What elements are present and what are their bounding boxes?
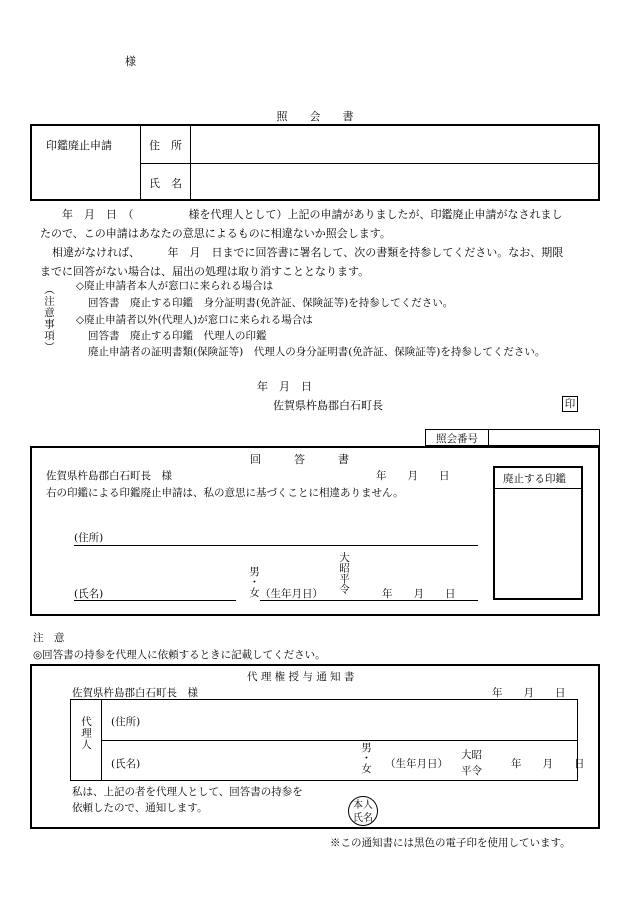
- agent-era-1: 大昭: [461, 749, 482, 761]
- principal-seal-circle: [348, 796, 378, 826]
- agent-era-2: 平令: [461, 765, 482, 777]
- principal-label: 本人: [353, 800, 373, 811]
- footnote: ※この通知書には黒色の電子印を使用しています。: [330, 837, 571, 849]
- reply-eras: 大昭平令: [338, 552, 350, 594]
- inquiry-title: 照 会 書: [240, 108, 390, 126]
- note1-title: ◇廃止申請者本人が窓口に来られる場合は: [76, 280, 274, 292]
- note1-body: 回答書 廃止する印鑑 身分証明書(免許証、保険証等)を持参してください。: [88, 297, 454, 309]
- inquiry-date: 年 月 日: [257, 380, 312, 393]
- seal-to-abolish-box: [493, 466, 583, 600]
- proxy-date: 年 月 日: [492, 687, 566, 699]
- notice-heading: 注 意: [33, 632, 65, 644]
- reply-birth-label: （生年月日）: [260, 588, 323, 600]
- reference-number-box: [425, 429, 600, 446]
- note2-body1: 回答書 廃止する印鑑 代理人の印鑑: [88, 330, 267, 342]
- notes-label: （注意事項）: [43, 284, 55, 353]
- seal-mark: 印: [562, 396, 578, 412]
- agent-label: 代理人: [80, 716, 92, 751]
- proxy-statement-2: 依頼したので、通知します。: [72, 802, 208, 814]
- reply-address-label: (住所): [74, 532, 104, 544]
- reply-title: 回 答 書: [250, 453, 349, 466]
- reference-number-label: 照会番号: [436, 433, 478, 445]
- notice-instruction: ◎回答書の持参を代理人に依頼するときに記載してください。: [33, 649, 326, 661]
- proxy-addressee: 佐賀県杵島郡白石町長 様: [72, 687, 198, 699]
- reply-statement: 右の印鑑による印鑑廃止申請は、私の意思に基づくことに相違ありません。: [46, 487, 404, 499]
- para2-line2: までに回答がない場合は、届出の処理は取り消すこととなります。: [40, 265, 370, 278]
- reply-addressee: 佐賀県杵島郡白石町長 様: [46, 470, 172, 482]
- reply-form: [30, 446, 600, 616]
- seal-to-abolish-label: 廃止する印鑑: [503, 473, 566, 485]
- proxy-notice-form: [30, 664, 600, 829]
- request-label: 印鑑廃止申請: [46, 139, 112, 152]
- inquiry-table: [30, 124, 600, 201]
- proxy-notice-title: 代 理 権 授 与 通 知 書: [247, 671, 355, 683]
- reply-date: 年 月 日: [376, 470, 450, 482]
- proxy-statement-1: 私は、上記の者を代理人として、回答書の持参を: [72, 786, 303, 798]
- address-label: 住 所: [149, 139, 182, 152]
- reply-birth-date: 年 月 日: [382, 588, 456, 600]
- honorific: 様: [125, 55, 136, 68]
- agent-birth-date: 年 月 日: [511, 758, 585, 770]
- principal-name-label: 氏名: [353, 813, 373, 824]
- agent-birth-label: （生年月日）: [385, 758, 448, 770]
- name-label: 氏 名: [149, 177, 182, 190]
- note2-title: ◇廃止申請者以外(代理人)が窓口に来られる場合は: [76, 314, 313, 326]
- agent-table: [70, 699, 585, 781]
- agent-name-label: (氏名): [111, 758, 141, 770]
- reply-sex: 男・女: [248, 566, 260, 598]
- para2-line1: 相違がなければ、 年 月 日までに回答書に署名して、次の書類を持参してください。なお、期限: [52, 246, 564, 259]
- para1-line1: 年 月 日 （ 様を代理人として）上記の申請がありましたが、印鑑廃止申請がなされまし: [62, 208, 563, 221]
- para1-line2: たので、この申請はあなたの意思によるものに相違ないか照会します。: [40, 227, 391, 240]
- reply-name-label: (氏名): [74, 588, 104, 600]
- note2-body2: 廃止申請者の証明書類(保険証等) 代理人の身分証明書(免許証、保険証等)を持参してください。: [88, 346, 546, 358]
- agent-address-label: (住所): [111, 716, 141, 728]
- agent-sex: 男・女: [360, 742, 372, 774]
- inquiry-issuer: 佐賀県杵島郡白石町長: [273, 399, 383, 412]
